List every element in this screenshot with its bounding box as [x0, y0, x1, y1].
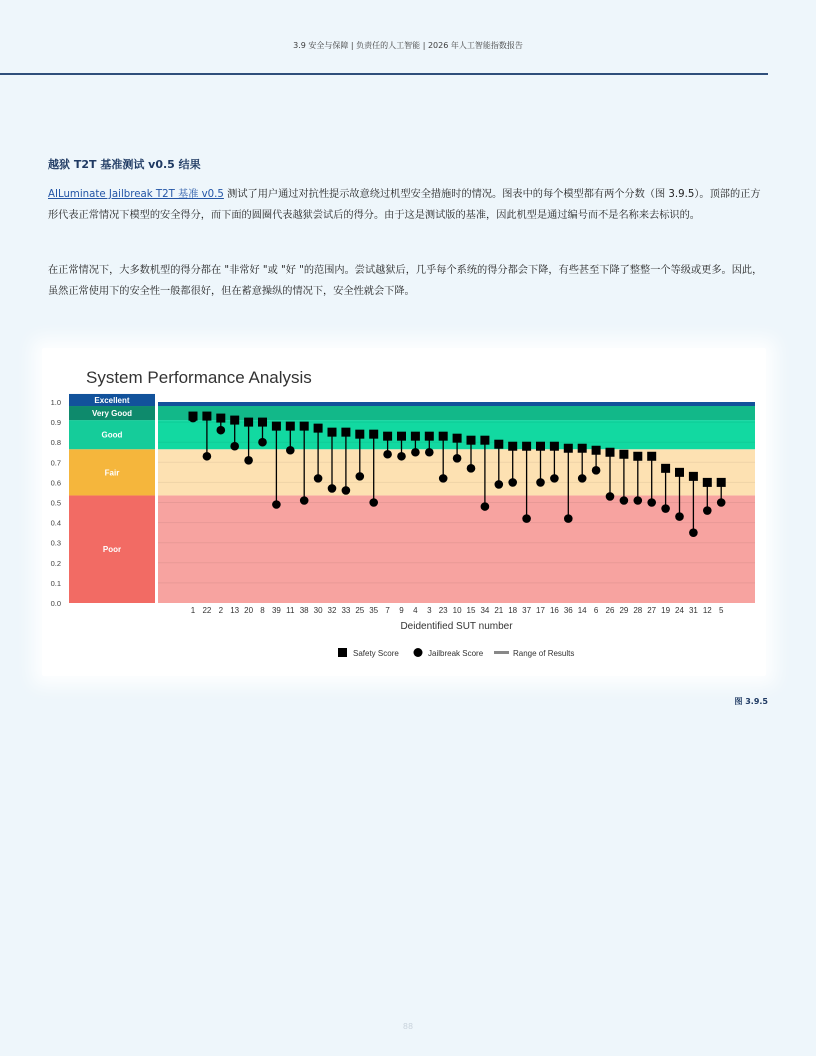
jailbreak-score-marker-32 — [328, 484, 337, 493]
y-tick-label: 0.8 — [50, 438, 61, 448]
benchmark-link[interactable]: AILuminate Jailbreak T2T 基准 v0.5 — [48, 189, 224, 200]
x-tick-label: 17 — [536, 606, 545, 615]
jailbreak-score-marker-7 — [383, 450, 392, 459]
y-tick-label: 0.0 — [50, 599, 61, 608]
safety-score-marker-35 — [369, 430, 378, 439]
x-tick-label: 7 — [385, 606, 390, 615]
figure-card — [42, 348, 766, 676]
x-tick-label: 31 — [688, 606, 698, 615]
jailbreak-score-marker-30 — [314, 474, 323, 483]
safety-score-marker-39 — [272, 422, 281, 431]
x-tick-label: 9 — [399, 606, 404, 615]
safety-score-marker-5 — [717, 478, 726, 487]
safety-score-marker-14 — [578, 444, 587, 453]
x-tick-label: 38 — [299, 606, 309, 615]
x-tick-label: 12 — [702, 606, 712, 615]
x-tick-label: 13 — [230, 606, 240, 615]
safety-score-marker-3 — [425, 432, 434, 441]
jailbreak-score-marker-28 — [634, 496, 643, 505]
safety-score-marker-21 — [494, 440, 503, 449]
jailbreak-score-marker-22 — [203, 452, 212, 461]
x-tick-label: 22 — [202, 606, 212, 615]
jailbreak-score-marker-6 — [592, 466, 601, 475]
x-tick-label: 20 — [244, 606, 254, 615]
jailbreak-score-marker-19 — [661, 504, 670, 513]
safety-score-marker-18 — [508, 442, 517, 451]
paragraph-1-text: 测试了用户通过对抗性提示故意绕过机型安全措施时的情况。图表中的每个模型都有两个分数（图 3.9.5）。顶部的正方形代表正常情况下模型的安全得分，而下面的圆圈代表越狱尝试后的得分。由于这是测试版的基准，因此机型是通过编号而不是名称来去标识的。 — [48, 189, 761, 221]
y-tick-label: 0.5 — [50, 498, 61, 508]
band-text-fair: Fair — [104, 468, 120, 478]
safety-score-marker-4 — [411, 432, 420, 441]
x-tick-label: 32 — [327, 606, 337, 615]
x-tick-label: 37 — [522, 606, 532, 615]
y-tick-label: 0.2 — [50, 558, 61, 568]
body-paragraph-1 — [48, 184, 768, 226]
band-text-excellent: Excellent — [94, 395, 130, 405]
safety-score-marker-19 — [661, 464, 670, 473]
x-tick-label: 10 — [452, 606, 462, 615]
y-tick-label: 1.0 — [50, 398, 61, 407]
y-tick-label: 0.3 — [50, 538, 61, 548]
jailbreak-score-marker-37 — [522, 514, 531, 523]
safety-score-marker-24 — [675, 468, 684, 477]
jailbreak-score-marker-11 — [286, 446, 295, 455]
legend-range-icon — [494, 651, 509, 654]
jailbreak-score-marker-3 — [425, 448, 434, 457]
jailbreak-score-marker-1 — [189, 414, 198, 423]
x-tick-label: 3 — [427, 606, 432, 615]
legend-safety-icon — [338, 648, 347, 657]
legend-jailbreak-label: Jailbreak Score — [428, 649, 484, 658]
jailbreak-score-marker-20 — [244, 456, 253, 465]
y-tick-label: 0.9 — [50, 418, 61, 428]
safety-score-marker-32 — [328, 428, 337, 437]
safety-score-marker-11 — [286, 422, 295, 431]
header-divider — [0, 73, 768, 75]
jailbreak-score-marker-10 — [453, 454, 462, 463]
x-tick-label: 19 — [661, 606, 671, 615]
jailbreak-score-marker-34 — [481, 502, 490, 511]
band-bg-excellent — [158, 402, 755, 406]
band-text-very-good: Very Good — [91, 409, 133, 419]
x-tick-label: 36 — [563, 606, 573, 615]
x-tick-label: 29 — [619, 606, 629, 615]
x-tick-label: 28 — [633, 606, 643, 615]
y-tick-label: 0.7 — [50, 458, 61, 468]
y-tick-label: 0.6 — [50, 478, 61, 488]
safety-score-marker-10 — [453, 434, 462, 443]
safety-score-marker-33 — [341, 428, 350, 437]
jailbreak-score-marker-26 — [606, 492, 615, 501]
safety-score-marker-37 — [522, 442, 531, 451]
jailbreak-score-marker-8 — [258, 438, 267, 447]
jailbreak-score-marker-29 — [620, 496, 629, 505]
x-tick-label: 30 — [313, 606, 323, 615]
y-tick-label: 0.4 — [50, 518, 61, 528]
jailbreak-score-marker-27 — [647, 498, 656, 507]
x-tick-label: 5 — [718, 606, 724, 615]
safety-score-marker-6 — [592, 446, 601, 455]
safety-score-marker-34 — [480, 436, 489, 445]
jailbreak-score-marker-16 — [550, 474, 559, 483]
safety-score-marker-22 — [202, 412, 211, 421]
safety-score-marker-15 — [467, 436, 476, 445]
jailbreak-score-marker-2 — [217, 426, 226, 435]
x-tick-label: 1 — [190, 606, 196, 615]
x-tick-label: 35 — [369, 606, 379, 615]
jailbreak-score-marker-14 — [578, 474, 587, 483]
chart-title: System Performance Analysis — [86, 368, 312, 387]
jailbreak-score-marker-5 — [717, 498, 726, 507]
safety-score-marker-2 — [216, 414, 225, 423]
safety-score-marker-38 — [300, 422, 309, 431]
safety-score-marker-12 — [703, 478, 712, 487]
y-tick-label: 0.1 — [50, 578, 61, 588]
figure-label: 图 3.9.5 — [734, 697, 768, 706]
safety-score-marker-8 — [258, 418, 267, 427]
page-number: 88 — [402, 1022, 414, 1031]
legend-jailbreak-icon — [414, 648, 423, 657]
legend-safety-label: Safety Score — [353, 649, 399, 658]
safety-score-marker-16 — [550, 442, 559, 451]
safety-score-marker-27 — [647, 452, 656, 461]
x-tick-label: 16 — [549, 606, 559, 615]
safety-score-marker-17 — [536, 442, 545, 451]
jailbreak-score-marker-21 — [495, 480, 504, 489]
x-tick-label: 27 — [647, 606, 657, 615]
band-text-poor: Poor — [102, 545, 122, 555]
safety-score-marker-25 — [355, 430, 364, 439]
system-performance-chart — [42, 348, 766, 676]
x-axis-label: Deidentified SUT number — [400, 621, 513, 632]
x-tick-label: 6 — [593, 606, 599, 615]
x-tick-label: 34 — [480, 606, 490, 615]
jailbreak-score-marker-4 — [411, 448, 420, 457]
safety-score-marker-29 — [619, 450, 628, 459]
jailbreak-score-marker-33 — [342, 486, 351, 495]
x-tick-label: 26 — [605, 606, 615, 615]
safety-score-marker-28 — [633, 452, 642, 461]
safety-score-marker-30 — [314, 424, 323, 433]
section-title: 越狱 T2T 基准测试 v0.5 结果 — [48, 158, 201, 171]
x-tick-label: 18 — [508, 606, 518, 615]
jailbreak-score-marker-36 — [564, 514, 573, 523]
x-tick-label: 23 — [438, 606, 448, 615]
x-tick-label: 11 — [286, 606, 295, 615]
x-tick-label: 33 — [341, 606, 351, 615]
safety-score-marker-7 — [383, 432, 392, 441]
running-header: 3.9 安全与保障 | 负责任的人工智能 | 2026 年人工智能指数报告 — [293, 41, 523, 50]
legend-range-label: Range of Results — [513, 649, 575, 658]
jailbreak-score-marker-24 — [675, 512, 684, 521]
x-tick-label: 14 — [577, 606, 587, 615]
safety-score-marker-26 — [606, 448, 615, 457]
jailbreak-score-marker-39 — [272, 500, 281, 509]
body-paragraph-2: 在正常情况下，大多数机型的得分都在 "非常好 "或 "好 "的范围内。尝试越狱后，几乎每个系统的得分都会下降，有些甚至下降了整整一个等级或更多。因此，虽然正常使用下的安全性一般都很好，但在蓄意操纵的情况下，安全性就会下降。 — [48, 265, 763, 297]
x-tick-label: 39 — [271, 606, 281, 615]
x-tick-label: 4 — [413, 606, 418, 615]
jailbreak-score-marker-9 — [397, 452, 406, 461]
x-tick-label: 2 — [218, 606, 224, 615]
safety-score-marker-31 — [689, 472, 698, 481]
jailbreak-score-marker-31 — [689, 528, 698, 537]
safety-score-marker-9 — [397, 432, 406, 441]
jailbreak-score-marker-15 — [467, 464, 476, 473]
safety-score-marker-13 — [230, 416, 239, 425]
safety-score-marker-20 — [244, 418, 253, 427]
x-tick-label: 15 — [466, 606, 476, 615]
band-text-good: Good — [101, 430, 123, 440]
jailbreak-score-marker-12 — [703, 506, 712, 515]
jailbreak-score-marker-25 — [356, 472, 365, 481]
jailbreak-score-marker-38 — [300, 496, 309, 505]
jailbreak-score-marker-13 — [230, 442, 239, 451]
jailbreak-score-marker-17 — [536, 478, 545, 487]
x-tick-label: 8 — [260, 606, 265, 615]
safety-score-marker-36 — [564, 444, 573, 453]
safety-score-marker-23 — [439, 432, 448, 441]
x-tick-label: 24 — [675, 606, 684, 615]
x-tick-label: 25 — [355, 606, 365, 615]
jailbreak-score-marker-23 — [439, 474, 448, 483]
x-tick-label: 21 — [494, 606, 504, 615]
jailbreak-score-marker-35 — [369, 498, 378, 507]
jailbreak-score-marker-18 — [508, 478, 517, 487]
